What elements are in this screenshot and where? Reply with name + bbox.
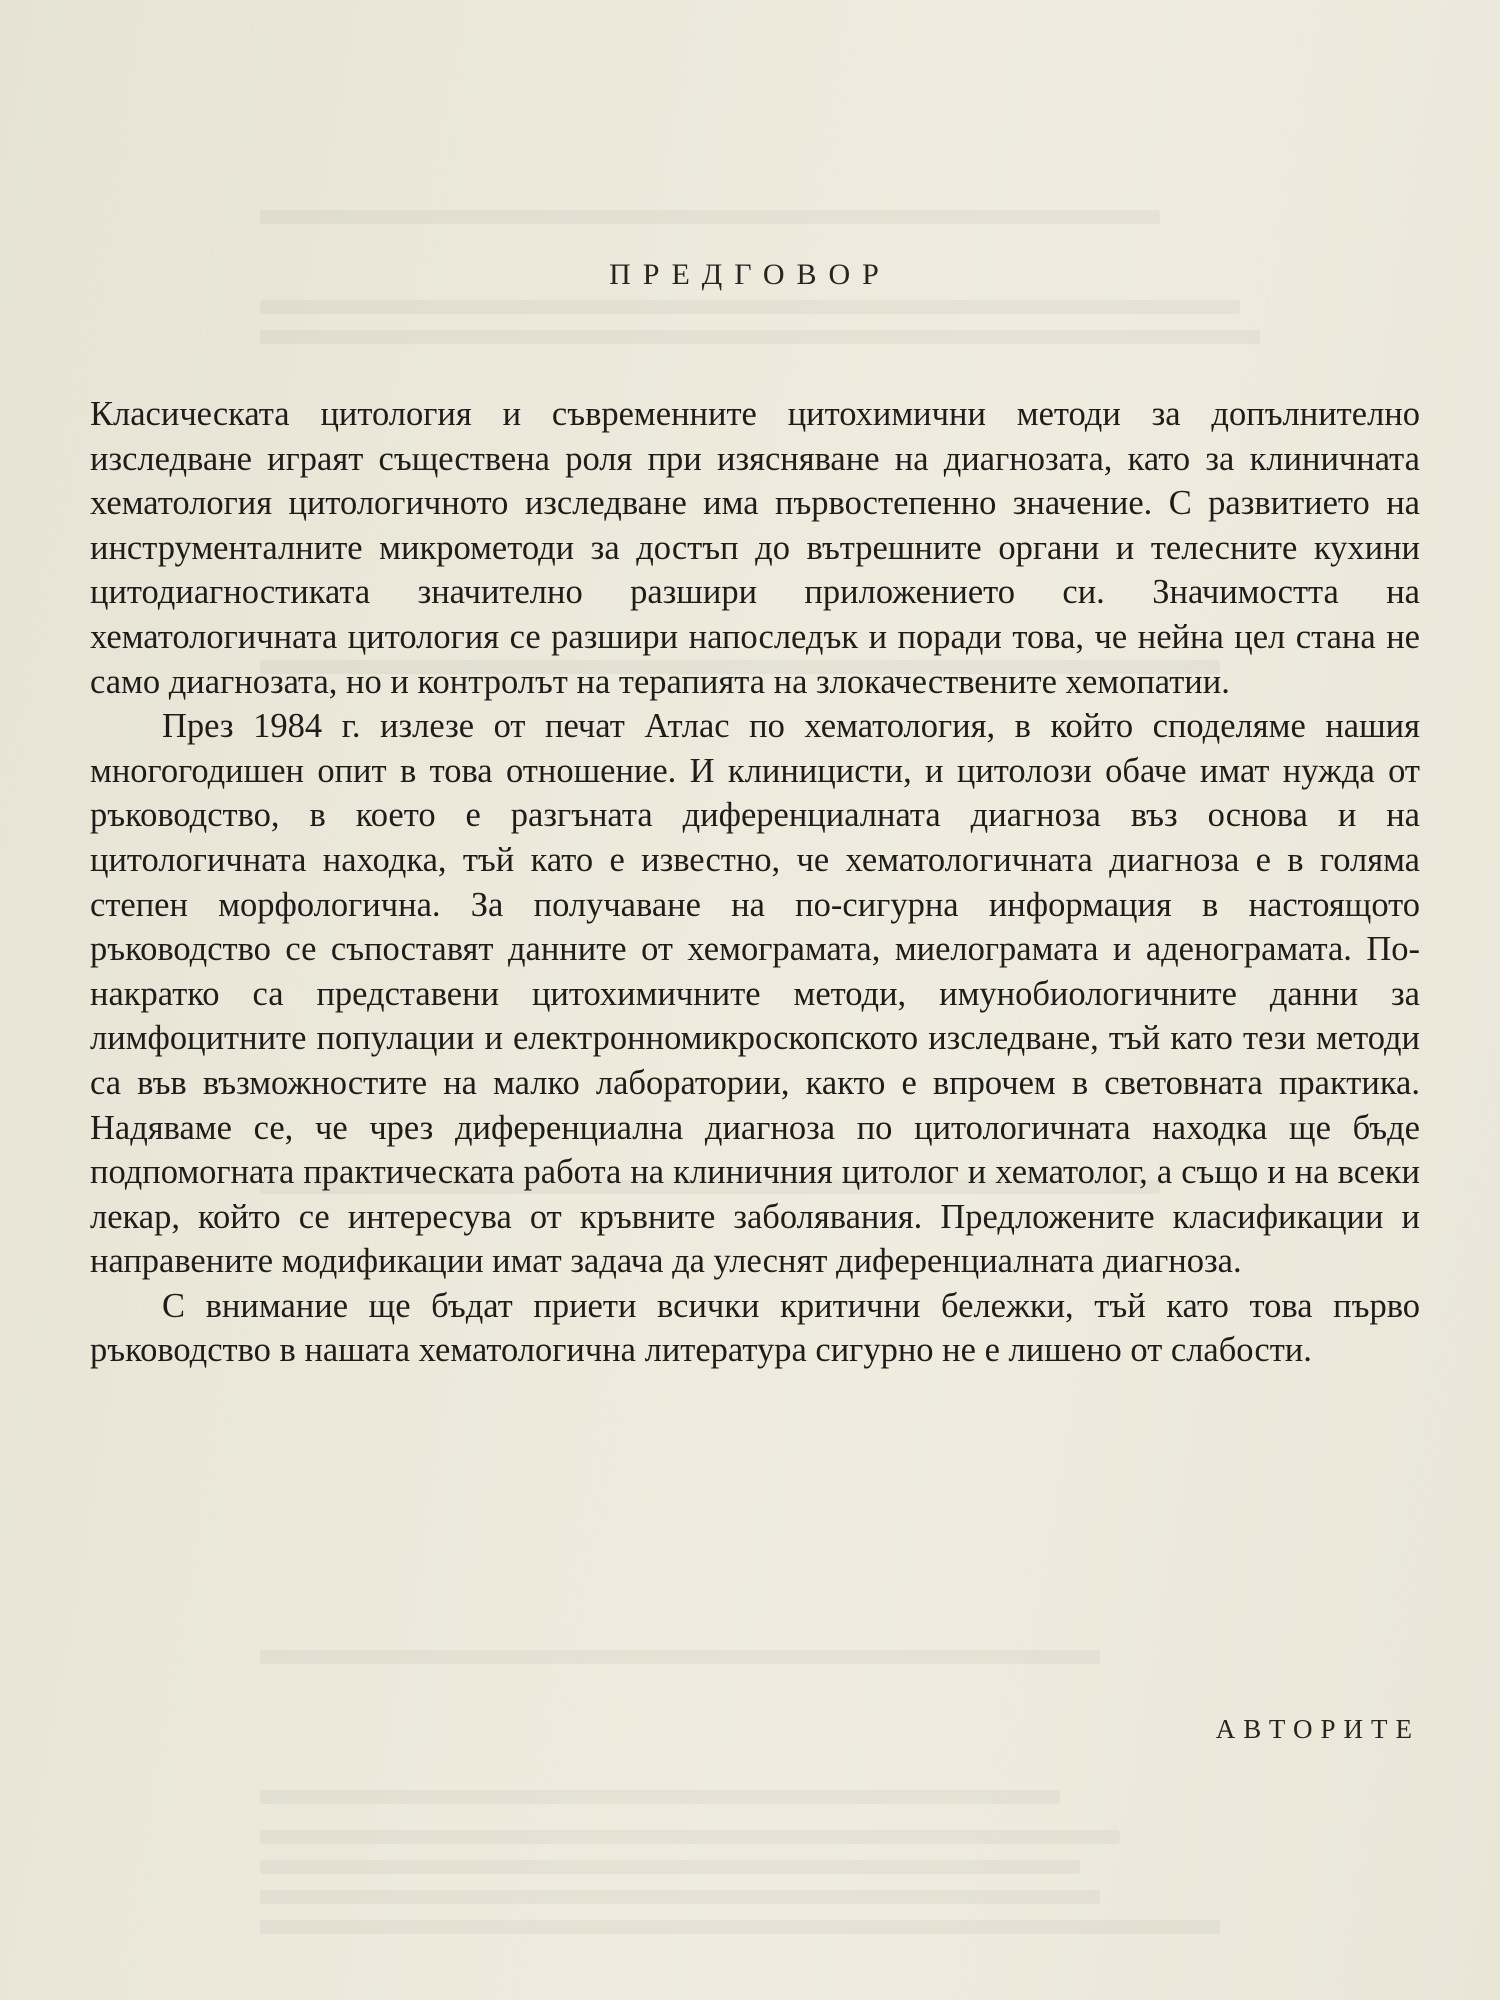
show-through-line <box>260 300 1240 314</box>
show-through-line <box>260 210 1160 224</box>
show-through-line <box>260 1790 1060 1804</box>
paragraph: През 1984 г. излезе от печат Атлас по хематология, в който споделяме нашия многогодишен опит в това отношение. И клиницисти, и цитолози обаче имат нужда от ръководство, в което е разгъната диференциалната диагноза въз основа и на цитологичната находка, тъй като е известно, че хематологичната диагноза е в голяма степен морфологична. За получаване на по-сигурна информация в настоящото ръководство се съпоставят данните от хемограмата, миелограмата и аденограмата. По-накратко са представени цитохимичните методи, имунобиологичните данни за лимфоцитните популации и електронномикроскопското изследване, тъй като тези методи са във възможностите на малко лаборатории, както е впрочем в световната практика. Надяваме се, че чрез диференциална диагноза по цитологичната находка ще бъде подпомогната практическата работа на клиничния цитолог и хематолог, а също и на всеки лекар, който се интересува от кръвните заболявания. Предложените класификации и направените модификации имат задача да улеснят диференциалната диагноза. <box>90 707 1420 1281</box>
show-through-line <box>260 1830 1120 1844</box>
authors-signature: АВТОРИТЕ <box>1215 1714 1420 1744</box>
show-through-line <box>260 1860 1080 1874</box>
page-title: ПРЕДГОВОР <box>609 258 891 291</box>
paragraph: Класическата цитология и съвременните цитохимични методи за допълнително изследване играят съществена роля при изясняване на диагнозата, като за клиничната хематология цитологичното изследване има първостепенно значение. С развитието на инструменталните микрометоди за достъп до вътрешните органи и телесните кухини цитодиагностиката значително разшири приложението си. Значимостта на хематологичната цитология се разшири напоследък и поради това, че нейна цел стана не само диагнозата, но и контролът на терапията на злокачествените хемопатии. <box>90 395 1420 701</box>
show-through-line <box>260 330 1260 344</box>
preface-text <box>90 392 1420 1373</box>
show-through-line <box>260 1650 1100 1664</box>
paragraph: С внимание ще бъдат приети всички критични бележки, тъй като това първо ръководство в нашата хематологична литература сигурно не е лишено от слабости. <box>90 1286 1420 1370</box>
show-through-line <box>260 1920 1220 1934</box>
show-through-line <box>260 1890 1100 1904</box>
